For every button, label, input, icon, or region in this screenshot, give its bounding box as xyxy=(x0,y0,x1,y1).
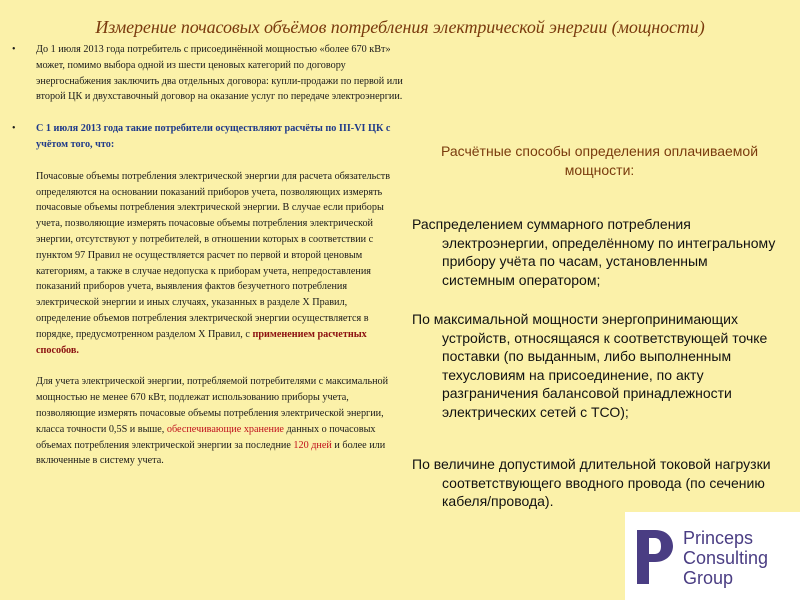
paragraph-2-text-b: данных о почасовых объемах потребления электрической энергии за последние xyxy=(36,423,376,451)
slide-title: Измерение почасовых объёмов потребления электрической энергии (мощности) xyxy=(95,17,705,37)
method-item-2: По максимальной мощности энергопринимающих устройств, относящаяся к соответствующей точке поставки (по выданным, либо выполненным техусловиям на присоединение, по акту разграничения балансовой принадлежности электрических сетей с ТСО); xyxy=(412,311,768,420)
princeps-p-logo-icon xyxy=(633,526,677,588)
paragraph-1-text: Почасовые объемы потребления электрической энергии для расчета обязательств определяются на основании показаний приборов учета, позволяющих измерять почасовые объемы потребления электрической энергии. В случае если приборы учета, позволяющие измерять почасовые объемы потребления электрической энергии, отсутствуют у потребителей, в отношении которых в соответствии с пунктом 97 Правил не осуществляется расчет по первой и второй ценовым категориям, а также в случае недопуска к приборам учета, непредоставления показаний приборов учета, выявления фактов безучетного потребления электрической энергии и иных случаях, указанных в разделе X Правил, определение объемов потребления электрической энергии осуществляется в порядке, предусмотренном разделом X Правил, с xyxy=(36,170,391,340)
bullet-2-text: С 1 июля 2013 года такие потребители осуществляют расчёты по III-VI ЦК с учётом того, что: xyxy=(36,123,391,150)
bullet-2 xyxy=(12,121,404,153)
storage-highlight: обеспечивающие хранение xyxy=(166,423,284,435)
paragraph-metering xyxy=(36,374,404,469)
paragraph-2-text-c: и более или включенные в систему учета. xyxy=(36,439,386,467)
calc-methods-highlight: применением расчетных способов. xyxy=(36,328,367,356)
logo-line-2: Consulting xyxy=(683,548,769,568)
paragraph-hourly-volumes xyxy=(36,169,404,359)
logo-line-3: Group xyxy=(683,568,734,588)
bullet-dot-icon: • xyxy=(12,44,16,55)
bullet-1 xyxy=(12,42,404,105)
methods-heading: Расчётные способы определения оплачиваемой мощности: xyxy=(440,143,759,178)
company-logo xyxy=(625,512,800,600)
method-item-3: По величине допустимой длительной токовой нагрузки соответствующего вводного провода (по сечению кабеля/провода). xyxy=(412,456,771,509)
logo-line-1: Princeps xyxy=(683,528,754,548)
days-highlight: 120 дней xyxy=(293,439,332,451)
method-item-1: Распределением суммарного потребления электроэнергии, определённому по интегральному прибору учёта по часам, установленным системным оператором; xyxy=(412,216,776,288)
logo-text xyxy=(683,528,768,588)
paragraph-2-text-a: Для учета электрической энергии, потребляемой потребителями с максимальной мощностью не менее 670 кВт, подлежат использованию приборы учета, позволяющие измерять почасовые объемы потребления электрической энергии, класса точности 0,5S и выше, xyxy=(36,376,389,435)
left-column xyxy=(12,42,404,469)
bullet-dot-icon: • xyxy=(12,123,16,135)
bullet-1-text: До 1 июля 2013 года потребитель с присоединённой мощностью «более 670 кВт» может, помимо выбора одной из шести ценовых категорий по договору энергоснабжения заключить два отдельных договора: купли-продажи по первой или второй ЦК и двухставочный договор на оказание услуг по передаче электроэнергии. xyxy=(36,44,403,103)
